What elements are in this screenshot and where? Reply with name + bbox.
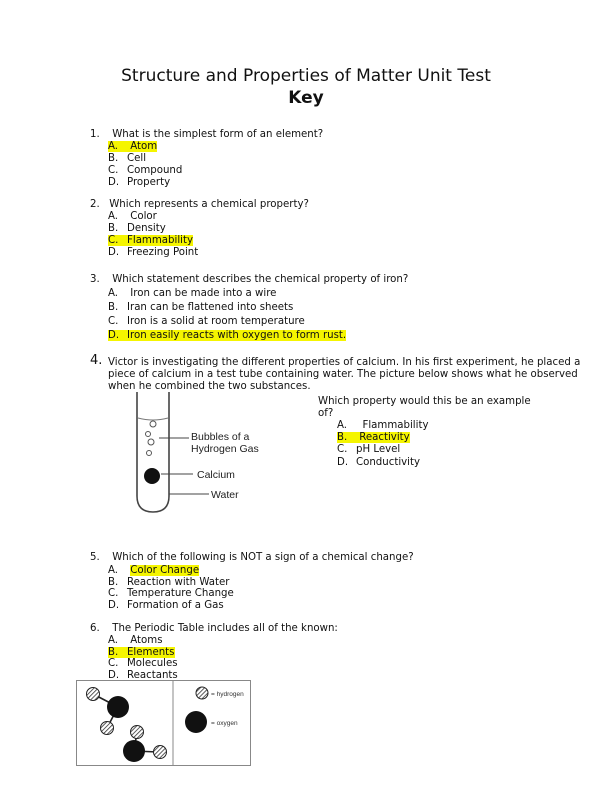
question-number: 5. xyxy=(90,552,100,563)
label-bubbles-line-1: Bubbles of a xyxy=(191,431,250,443)
question-text: Which statement describes the chemical property of iron? xyxy=(112,274,409,285)
bubble xyxy=(150,421,156,427)
label-bubbles-line-2: Hydrogen Gas xyxy=(191,443,259,455)
question-3 xyxy=(90,274,408,286)
question-5 xyxy=(90,552,414,564)
legend-hydrogen-swatch xyxy=(196,687,208,699)
oxygen-atom xyxy=(107,696,129,718)
q5-option-a: A. Color Change xyxy=(108,565,200,576)
q5-option-d: D. Formation of a Gas xyxy=(108,600,224,611)
q2-option-a: A. Color xyxy=(108,211,157,222)
q3-option-c: C. Iron is a solid at room temperature xyxy=(108,316,305,327)
q6-option-b: B. Elements xyxy=(108,647,175,658)
legend-oxygen-label: = oxygen xyxy=(211,720,238,727)
calcium-piece xyxy=(144,468,160,484)
legend-oxygen-swatch xyxy=(185,711,207,733)
water-surface xyxy=(138,418,168,420)
question-number: 6. xyxy=(90,623,100,634)
hydrogen-atom xyxy=(101,722,114,735)
q4-option-c: C. pH Level xyxy=(337,444,401,455)
hydrogen-atom xyxy=(154,746,167,759)
question-number: 1. xyxy=(90,129,100,140)
q3-option-b: B. Iran can be flattened into sheets xyxy=(108,302,294,313)
question-text: Which of the following is NOT a sign of a chemical change? xyxy=(112,552,414,563)
question-text: Which represents a chemical property? xyxy=(109,199,309,210)
q2-option-d: D. Freezing Point xyxy=(108,247,199,258)
label-water: Water xyxy=(211,489,239,501)
q4-option-b: B. Reactivity xyxy=(337,432,410,443)
label-calcium: Calcium xyxy=(197,469,235,481)
q4-option-a: A. Flammability xyxy=(337,420,429,431)
q6-option-d: D. Reactants xyxy=(108,670,178,681)
bubble xyxy=(146,432,151,437)
test-tube-figure xyxy=(125,388,285,516)
question-1 xyxy=(90,129,323,141)
q2-option-c: C. Flammability xyxy=(108,235,194,246)
q6-option-a: A. Atoms xyxy=(108,635,163,646)
q2-option-b: B. Density xyxy=(108,223,166,234)
question-6 xyxy=(90,623,338,635)
question-4-number: 4. xyxy=(90,353,103,368)
question-4-line-3: when he combined the two substances. xyxy=(108,381,311,392)
q5-option-c: C. Temperature Change xyxy=(108,588,234,599)
question-2 xyxy=(90,199,309,211)
question-text: The Periodic Table includes all of the known: xyxy=(112,623,338,634)
question-4-line-2: piece of calcium in a test tube containing water. The picture below shows what he observed xyxy=(108,369,578,380)
hydrogen-atom xyxy=(131,726,144,739)
test-tube-outline xyxy=(137,392,169,512)
bubble xyxy=(148,439,154,445)
q5-option-b: B. Reaction with Water xyxy=(108,577,230,588)
q3-option-a: A. Iron can be made into a wire xyxy=(108,288,277,299)
question-4-subprompt-line-2: of? xyxy=(318,408,334,419)
question-text: What is the simplest form of an element? xyxy=(112,129,324,140)
hydrogen-atom xyxy=(87,688,100,701)
question-number: 2. xyxy=(90,199,100,210)
q1-option-d: D. Property xyxy=(108,177,171,188)
legend-hydrogen-label: = hydrogen xyxy=(211,691,244,698)
q1-option-c: C. Compound xyxy=(108,165,183,176)
q1-option-b: B. Cell xyxy=(108,153,147,164)
molecule-figure xyxy=(76,680,251,766)
page-subtitle: Key xyxy=(288,88,324,108)
q6-option-c: C. Molecules xyxy=(108,658,178,669)
bubble xyxy=(147,451,152,456)
oxygen-atom xyxy=(123,740,145,762)
q1-option-a: A. Atom xyxy=(108,141,158,152)
question-4-line-1: Victor is investigating the different properties of calcium. In his first experiment, he placed a xyxy=(108,357,581,368)
q3-option-d: D. Iron easily reacts with oxygen to form rust. xyxy=(108,330,347,341)
question-number: 3. xyxy=(90,274,100,285)
question-4-subprompt-line-1: Which property would this be an example xyxy=(318,396,531,407)
page-title: Structure and Properties of Matter Unit Test xyxy=(121,66,491,86)
q4-option-d: D. Conductivity xyxy=(337,457,421,468)
